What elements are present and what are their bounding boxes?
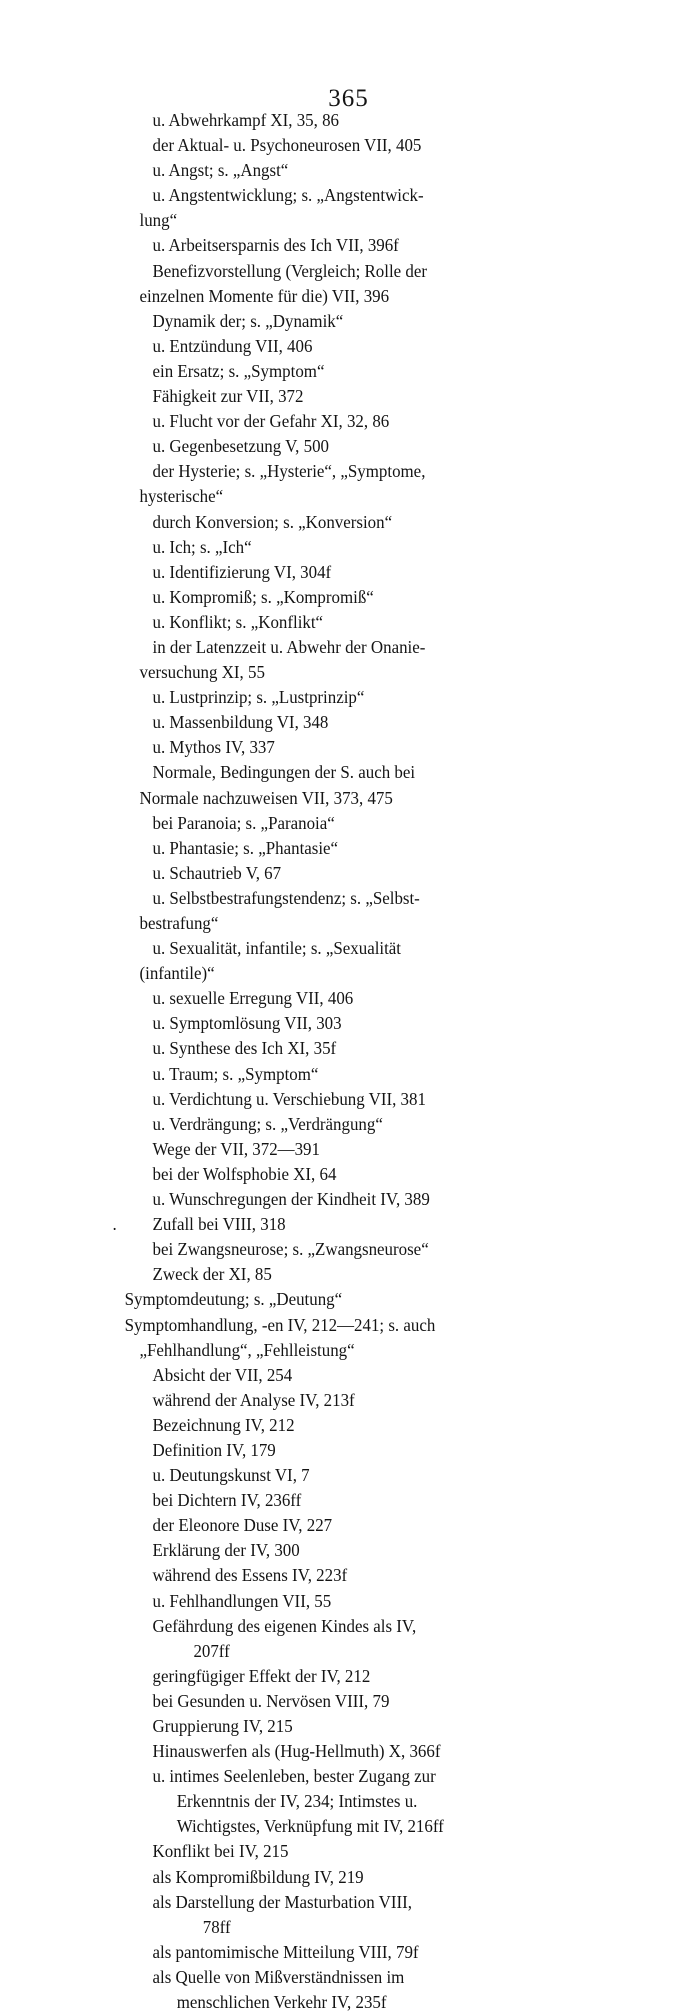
index-line: bei Gesunden u. Nervösen VIII, 79 — [152, 1690, 390, 1711]
index-line: Erklärung der IV, 300 — [152, 1540, 300, 1561]
index-line: u. sexuelle Erregung VII, 406 — [152, 988, 354, 1009]
index-line: u. Traum; s. „Symptom“ — [152, 1063, 319, 1084]
index-line: u. Entzündung VII, 406 — [152, 335, 313, 356]
index-line: während des Essens IV, 223f — [152, 1565, 348, 1586]
index-line-text: Zufall bei VIII, 318 — [152, 1214, 286, 1235]
index-line: geringfügiger Effekt der IV, 212 — [152, 1665, 371, 1686]
index-line: Gefährdung des eigenen Kindes als IV, — [152, 1615, 417, 1636]
index-line: Fähigkeit zur VII, 372 — [152, 386, 304, 407]
index-line: einzelnen Momente für die) VII, 396 — [139, 285, 390, 306]
index-line: u. intimes Seelenleben, bester Zugang zur — [152, 1766, 436, 1787]
index-line: bei Zwangsneurose; s. „Zwangsneurose“ — [152, 1239, 429, 1260]
index-line: hysterische“ — [139, 486, 224, 507]
index-line: u. Synthese des Ich XI, 35f — [152, 1038, 337, 1059]
index-line: Erkenntnis der IV, 234; Intimstes u. — [176, 1791, 418, 1812]
index-line: in der Latenzzeit u. Abwehr der Onanie- — [152, 636, 426, 657]
index-line: Definition IV, 179 — [152, 1439, 276, 1460]
index-line: als pantomimische Mitteilung VIII, 79f — [152, 1941, 419, 1962]
index-line: u. Angst; s. „Angst“ — [152, 160, 289, 181]
index-line: Hinauswerfen als (Hug-Hellmuth) X, 366f — [152, 1741, 441, 1762]
index-line: u. Fehlhandlungen VII, 55 — [152, 1590, 332, 1611]
index-line: u. Arbeitsersparnis des Ich VII, 396f — [152, 235, 399, 256]
index-line: u. Schautrieb V, 67 — [152, 862, 282, 883]
index-line: durch Konversion; s. „Konversion“ — [152, 511, 393, 532]
index-line: Normale nachzuweisen VII, 373, 475 — [139, 787, 393, 808]
index-line: Benefizvorstellung (Vergleich; Rolle der — [152, 260, 427, 281]
index-line: u. Ich; s. „Ich“ — [152, 536, 252, 557]
index-line: u. Identifizierung VI, 304f — [152, 561, 332, 582]
index-entries — [0, 108, 697, 2015]
index-line: lung“ — [139, 210, 178, 231]
index-line: u. Symptomlösung VII, 303 — [152, 1013, 342, 1034]
index-line — [0, 1212, 648, 1237]
index-line: als Darstellung der Masturbation VIII, — [152, 1891, 412, 1912]
index-line: u. Verdichtung u. Verschiebung VII, 381 — [152, 1088, 426, 1109]
index-line: versuchung XI, 55 — [139, 662, 265, 683]
index-line: menschlichen Verkehr IV, 235f — [176, 1992, 387, 2013]
index-line: Wichtigstes, Verknüpfung mit IV, 216ff — [176, 1816, 444, 1837]
index-line: Bezeichnung IV, 212 — [152, 1414, 295, 1435]
index-line: bestrafung“ — [139, 913, 219, 933]
index-heading: Symptomdeutung; s. „Deutung“ — [124, 1289, 343, 1310]
index-line: Wege der VII, 372—391 — [152, 1138, 320, 1159]
index-line: u. Angstentwicklung; s. „Angstentwick- — [152, 185, 424, 206]
index-line: 78ff — [202, 1916, 231, 1937]
index-line: Konflikt bei IV, 215 — [152, 1841, 289, 1862]
index-line: der Hysterie; s. „Hysterie“, „Symptome, — [152, 461, 426, 482]
index-line: bei der Wolfsphobie XI, 64 — [152, 1163, 337, 1184]
index-line: u. Gegenbesetzung V, 500 — [152, 436, 330, 457]
index-line: bei Dichtern IV, 236ff — [152, 1490, 302, 1511]
index-line: u. Selbstbestrafungstendenz; s. „Selbst- — [152, 887, 420, 908]
index-line: u. Verdrängung; s. „Verdrängung“ — [152, 1113, 383, 1134]
index-line: als Kompromißbildung IV, 219 — [152, 1866, 364, 1887]
index-line: der Eleonore Duse IV, 227 — [152, 1515, 333, 1536]
index-line: Gruppierung IV, 215 — [152, 1716, 293, 1736]
index-line: Zweck der XI, 85 — [152, 1264, 272, 1285]
index-line: u. Phantasie; s. „Phantasie“ — [152, 837, 339, 858]
index-line: u. Flucht vor der Gefahr XI, 32, 86 — [152, 411, 390, 432]
index-line: als Quelle von Mißverständnissen im — [152, 1966, 405, 1987]
index-line: 207ff — [193, 1640, 230, 1661]
index-line: u. Konflikt; s. „Konflikt“ — [152, 611, 324, 632]
margin-marker: . — [112, 1214, 117, 1235]
index-line: u. Lustprinzip; s. „Lustprinzip“ — [152, 687, 365, 708]
page-number: 365 — [328, 85, 369, 112]
index-line: Absicht der VII, 254 — [152, 1364, 293, 1385]
index-heading: Symptomhandlung, -en IV, 212—241; s. auch — [124, 1314, 436, 1335]
index-line: „Fehlhandlung“, „Fehlleistung“ — [139, 1339, 355, 1360]
index-line: u. Sexualität, infantile; s. „Sexualität — [152, 938, 402, 959]
index-line: ein Ersatz; s. „Symptom“ — [152, 360, 325, 381]
index-line: der Aktual- u. Psychoneurosen VII, 405 — [152, 135, 422, 156]
index-line: u. Massenbildung VI, 348 — [152, 712, 329, 733]
index-line: Normale, Bedingungen der S. auch bei — [152, 762, 416, 783]
index-line: während der Analyse IV, 213f — [152, 1389, 355, 1410]
index-line: u. Abwehrkampf XI, 35, 86 — [152, 110, 340, 130]
index-line: Dynamik der; s. „Dynamik“ — [152, 310, 344, 331]
index-line: u. Wunschregungen der Kindheit IV, 389 — [152, 1189, 430, 1210]
index-line: u. Deutungskunst VI, 7 — [152, 1465, 310, 1486]
index-line: u. Mythos IV, 337 — [152, 737, 275, 758]
index-line: u. Kompromiß; s. „Kompromiß“ — [152, 586, 374, 607]
index-line: (infantile)“ — [139, 963, 215, 984]
index-line: bei Paranoia; s. „Paranoia“ — [152, 812, 335, 833]
